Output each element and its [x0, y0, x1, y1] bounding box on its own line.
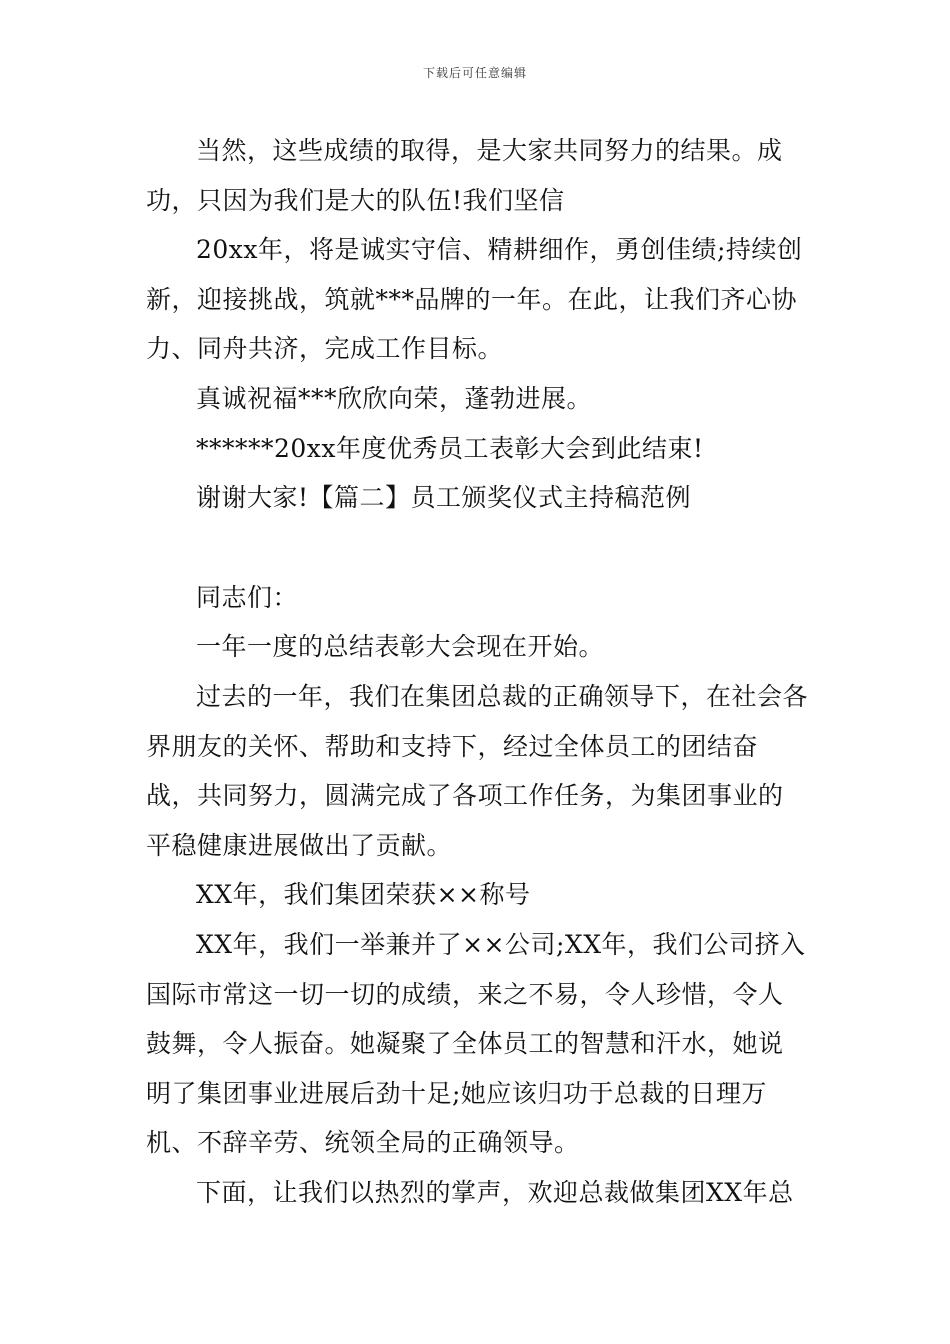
- paragraph: 一年一度的总结表彰大会现在开始。: [196, 632, 605, 662]
- paragraph: 过去的一年，我们在集团总裁的正确领导下，在社会各界朋友的关怀、帮助和支持下，经过全体员工的团结奋战，共同努力，圆满完成了各项工作任务，为集团事业的平稳健康进展做出了贡献。: [146, 681, 809, 860]
- section-spacer: [146, 523, 808, 573]
- paragraph: XX年，我们集团荣获××称号: [196, 880, 531, 910]
- paragraph: 谢谢大家!【篇二】员工颁奖仪式主持稿范例: [196, 483, 692, 513]
- document-body: [146, 126, 808, 1217]
- paragraph: ******20xx年度优秀员工表彰大会到此结束!: [196, 433, 704, 463]
- paragraph: 下面，让我们以热烈的掌声，欢迎总裁做集团XX年总: [196, 1177, 794, 1207]
- paragraph: 真诚祝福***欣欣向荣，蓬勃进展。: [196, 383, 593, 413]
- paragraph: XX年，我们一举兼并了××公司;XX年，我们公司挤入国际市常这一切一切的成绩，来之不易，令人珍惜，令人鼓舞，令人振奋。她凝聚了全体员工的智慧和汗水，她说明了集团事业进展后劲十足;她应该归功于总裁的日理万机、不辞辛劳、统领全局的正确领导。: [146, 929, 806, 1158]
- paragraph: 同志们：: [196, 582, 299, 612]
- page-header-note: 下载后可任意编辑: [422, 66, 527, 80]
- paragraph: 20xx年，将是诚实守信、精耕细作，勇创佳绩;持续创新，迎接挑战，筑就***品牌的一年。在此，让我们齐心协力、同舟共济，完成工作目标。: [146, 235, 803, 364]
- paragraph: 当然，这些成绩的取得，是大家共同努力的结果。成功，只因为我们是大的队伍!我们坚信: [146, 136, 783, 215]
